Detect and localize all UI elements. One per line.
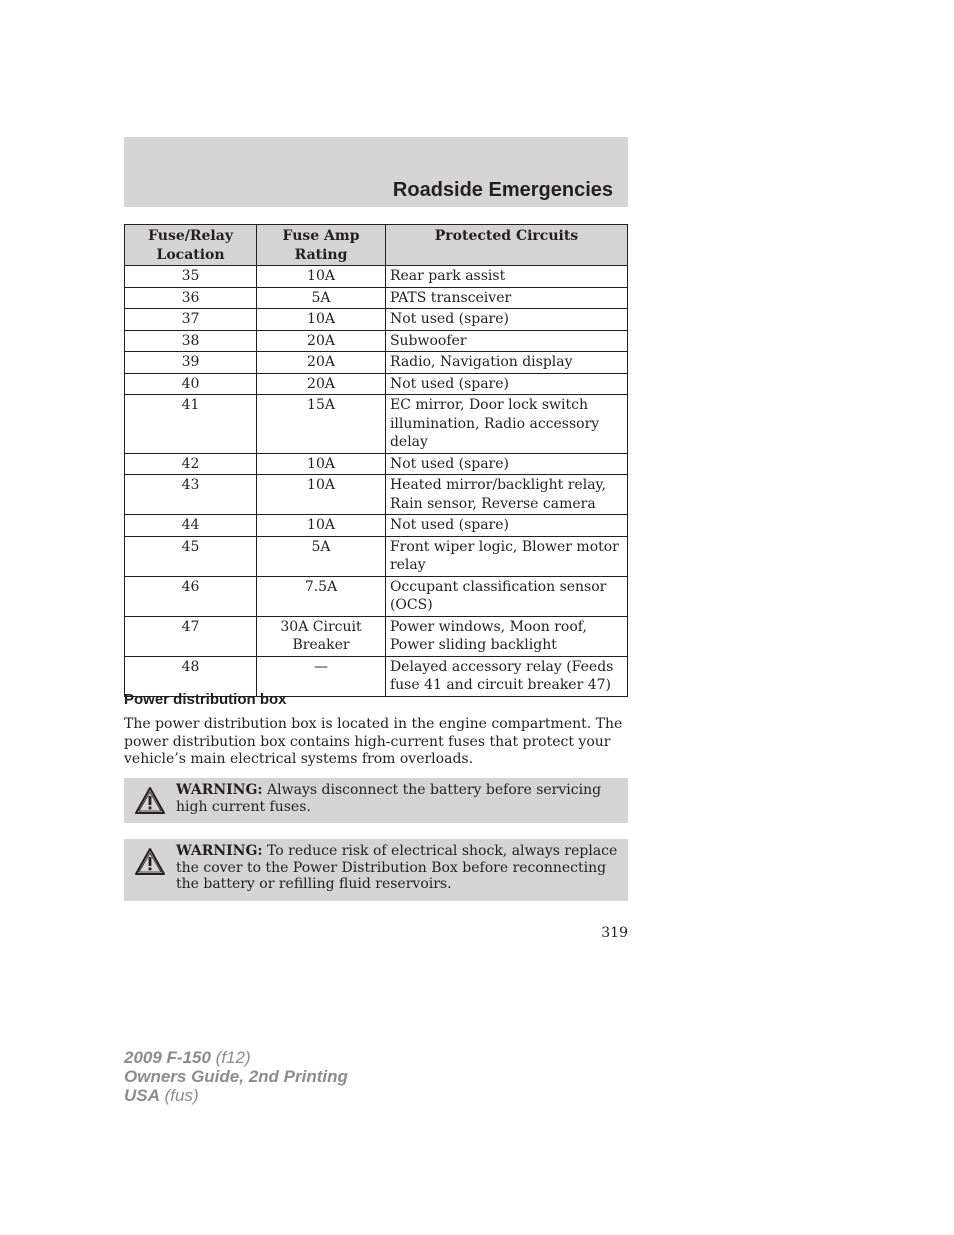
cell-location: 41 bbox=[125, 395, 257, 454]
section-title: Roadside Emergencies bbox=[392, 179, 613, 201]
cell-circuits: Delayed accessory relay (Feeds fuse 41 and circuit breaker 47) bbox=[385, 656, 627, 696]
footer-line-region: USA (fus) bbox=[124, 1086, 199, 1105]
cell-location: 39 bbox=[125, 352, 257, 374]
cell-rating: 5A bbox=[257, 536, 386, 576]
table-row bbox=[125, 330, 628, 352]
fuse-table bbox=[124, 224, 628, 697]
table-row bbox=[125, 352, 628, 374]
page-number: 319 bbox=[601, 925, 628, 941]
body-paragraph: The power distribution box is located in the engine compartment. The power distribution box contains high-current fuses that protect your vehicle’s main electrical systems from overloads. bbox=[124, 716, 623, 767]
cell-location: 38 bbox=[125, 330, 257, 352]
cell-location: 37 bbox=[125, 309, 257, 331]
document-footer bbox=[124, 1048, 348, 1105]
cell-rating: 20A bbox=[257, 330, 386, 352]
cell-circuits: Power windows, Moon roof, Power sliding backlight bbox=[385, 616, 627, 656]
cell-rating: — bbox=[257, 656, 386, 696]
table-row bbox=[125, 515, 628, 537]
warning-triangle-icon bbox=[134, 847, 166, 877]
cell-location: 42 bbox=[125, 453, 257, 475]
warning-text: To reduce risk of electrical shock, always replace the cover to the Power Distribution Box before reconnecting the battery or refilling fluid reservoirs. bbox=[176, 843, 618, 892]
cell-rating: 10A bbox=[257, 515, 386, 537]
cell-rating: 20A bbox=[257, 373, 386, 395]
cell-circuits: Rear park assist bbox=[385, 266, 627, 288]
cell-circuits: EC mirror, Door lock switch illumination, Radio accessory delay bbox=[385, 395, 627, 454]
warning-text: Always disconnect the battery before servicing high current fuses. bbox=[176, 782, 602, 815]
cell-circuits: PATS transceiver bbox=[385, 287, 627, 309]
cell-circuits: Heated mirror/backlight relay, Rain sensor, Reverse camera bbox=[385, 475, 627, 515]
cell-location: 40 bbox=[125, 373, 257, 395]
table-row bbox=[125, 656, 628, 696]
table-row bbox=[125, 576, 628, 616]
table-header-row bbox=[125, 225, 628, 266]
table-row bbox=[125, 475, 628, 515]
table-row bbox=[125, 266, 628, 288]
footer-line-model: 2009 F-150 (f12) bbox=[124, 1048, 251, 1067]
cell-rating: 7.5A bbox=[257, 576, 386, 616]
fuse-table-body bbox=[125, 266, 628, 697]
cell-circuits: Not used (spare) bbox=[385, 373, 627, 395]
footer-line-guide: Owners Guide, 2nd Printing bbox=[124, 1067, 348, 1086]
warning-triangle-icon bbox=[134, 786, 166, 816]
table-row bbox=[125, 453, 628, 475]
warning-box bbox=[124, 839, 628, 901]
table-row bbox=[125, 536, 628, 576]
column-header-circuits: Protected Circuits bbox=[385, 225, 627, 266]
cell-location: 43 bbox=[125, 475, 257, 515]
section-heading: Power distribution box bbox=[124, 691, 287, 708]
cell-location: 47 bbox=[125, 616, 257, 656]
cell-rating: 5A bbox=[257, 287, 386, 309]
table-row bbox=[125, 309, 628, 331]
cell-rating: 20A bbox=[257, 352, 386, 374]
warning-label: WARNING: bbox=[176, 782, 263, 798]
cell-circuits: Radio, Navigation display bbox=[385, 352, 627, 374]
cell-rating: 15A bbox=[257, 395, 386, 454]
cell-circuits: Subwoofer bbox=[385, 330, 627, 352]
warning-label: WARNING: bbox=[176, 843, 263, 859]
cell-location: 46 bbox=[125, 576, 257, 616]
cell-location: 48 bbox=[125, 656, 257, 696]
column-header-location: Fuse/Relay Location bbox=[125, 225, 257, 266]
column-header-rating: Fuse Amp Rating bbox=[257, 225, 386, 266]
cell-circuits: Not used (spare) bbox=[385, 515, 627, 537]
cell-rating: 10A bbox=[257, 309, 386, 331]
cell-location: 36 bbox=[125, 287, 257, 309]
table-row bbox=[125, 373, 628, 395]
table-row bbox=[125, 616, 628, 656]
cell-location: 35 bbox=[125, 266, 257, 288]
cell-location: 45 bbox=[125, 536, 257, 576]
table-row bbox=[125, 395, 628, 454]
cell-circuits: Occupant classification sensor (OCS) bbox=[385, 576, 627, 616]
warning-box bbox=[124, 778, 628, 823]
cell-circuits: Not used (spare) bbox=[385, 453, 627, 475]
cell-circuits: Not used (spare) bbox=[385, 309, 627, 331]
section-header-band bbox=[124, 137, 628, 207]
cell-circuits: Front wiper logic, Blower motor relay bbox=[385, 536, 627, 576]
cell-rating: 10A bbox=[257, 475, 386, 515]
table-row bbox=[125, 287, 628, 309]
cell-rating: 30A Circuit Breaker bbox=[257, 616, 386, 656]
cell-rating: 10A bbox=[257, 453, 386, 475]
cell-rating: 10A bbox=[257, 266, 386, 288]
cell-location: 44 bbox=[125, 515, 257, 537]
